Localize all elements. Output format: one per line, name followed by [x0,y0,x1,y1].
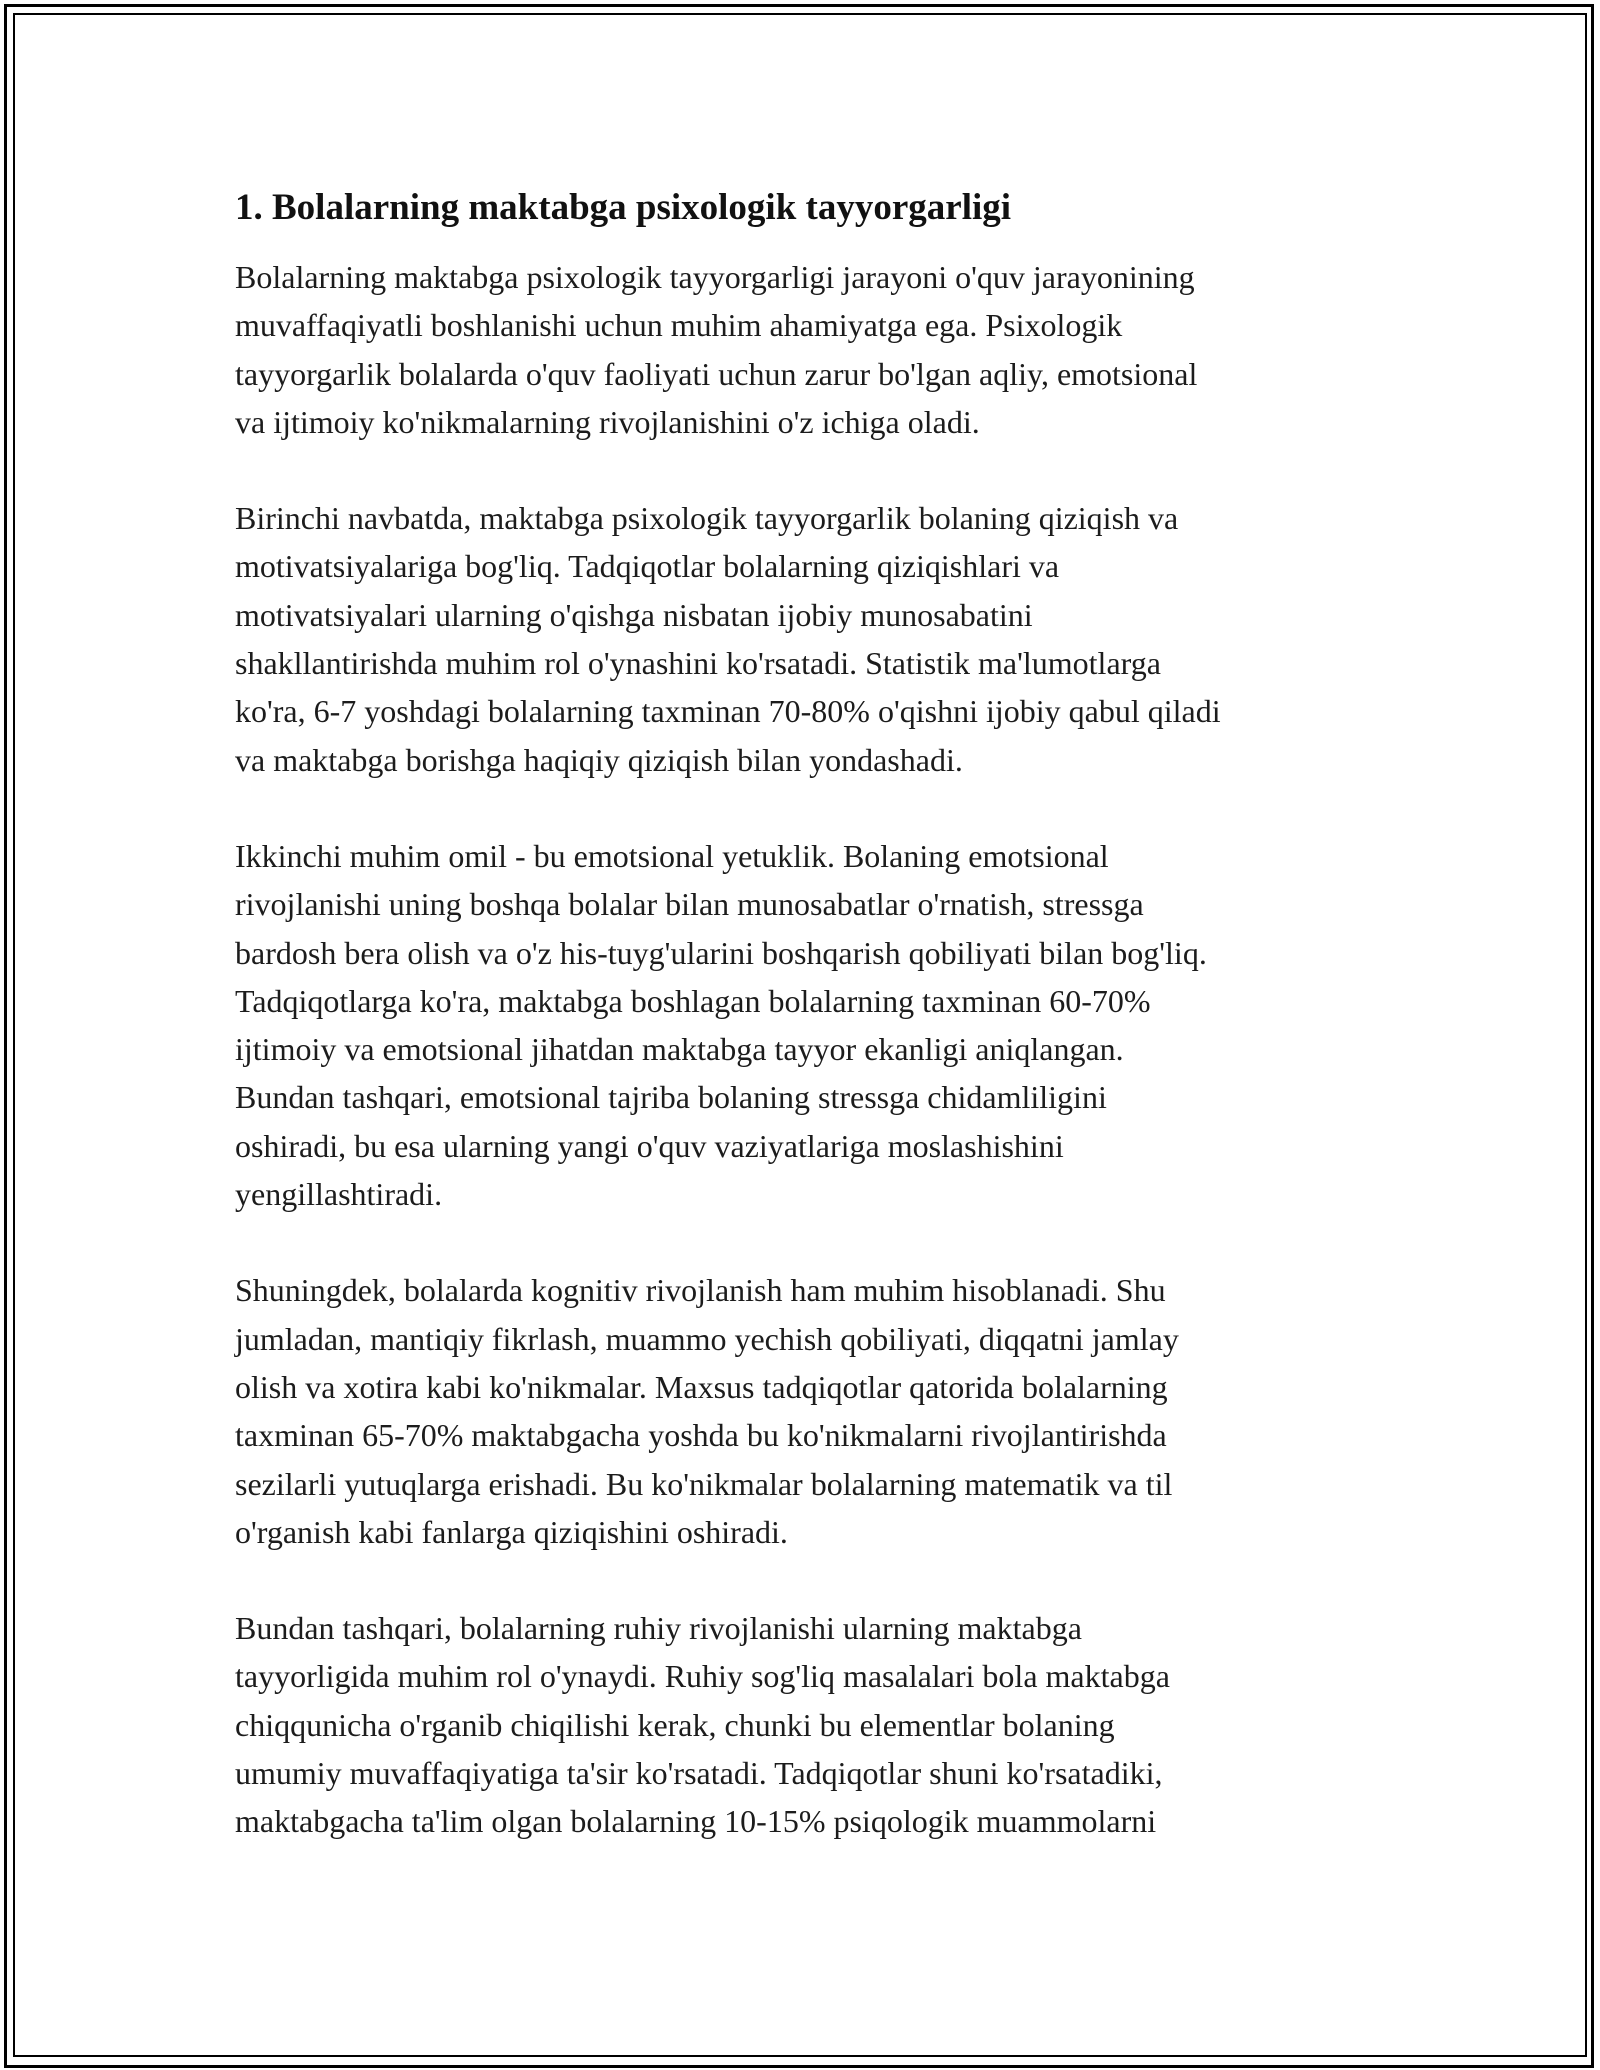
document-body [235,185,1395,1894]
paragraph-motivation: Birinchi navbatda, maktabga psixologik tayyorgarlik bolaning qiziqish va motivatsiyalariga bog'liq. Tadqiqotlar bolalarning qiziqishlari va motivatsiyalari ularning o'qishga nisbatan ijobiy munosabatini shakllantirishda muhim rol o'ynashini ko'rsatadi. Statistik ma'lumotlarga ko'ra, 6-7 yoshdagi bolalarning taxminan 70-80% o'qishni ijobiy qabul qiladi va maktabga borishga haqiqiy qiziqish bilan yondashadi. [235,500,1221,778]
paragraph-emotional-maturity: Ikkinchi muhim omil - bu emotsional yetuklik. Bolaning emotsional rivojlanishi uning boshqa bolalar bilan munosabatlar o'rnatish, stressga bardosh bera olish va o'z his-tuyg'ularini boshqarish qobiliyati bilan bog'liq. Tadqiqotlarga ko'ra, maktabga boshlagan bolalarning taxminan 60-70% ijtimoiy va emotsional jihatdan maktabga tayyor ekanligi aniqlangan. Bundan tashqari, emotsional tajriba bolaning stressga chidamliligini oshiradi, bu esa ularning yangi o'quv vaziyatlariga moslashishini yengillashtiradi. [235,837,1207,1213]
paragraph-mental-development: Bundan tashqari, bolalarning ruhiy rivojlanishi ularning maktabga tayyorligida muhim rol o'ynaydi. Ruhiy sog'liq masalalari bola maktabga chiqqunicha o'rganib chiqilishi kerak, chunki bu elementlar bolaning umumiy muvaffaqiyatiga ta'sir ko'rsatadi. Tadqiqotlar shuni ko'rsatadiki, maktabgacha ta'lim olgan bolalarning 10-15% psiqologik muammolarni [235,1610,1170,1840]
paragraph-cognitive-development: Shuningdek, bolalarda kognitiv rivojlanish ham muhim hisoblanadi. Shu jumladan, mantiqiy fikrlash, muammo yechish qobiliyati, diqqatni jamlay olish va xotira kabi ko'nikmalar. Maxsus tadqiqotlar qatorida bolalarning taxminan 65-70% maktabgacha yoshda bu ko'nikmalarni rivojlantirishda sezilarli yutuqlarga erishadi. Bu ko'nikmalar bolalarning matematik va til o'rganish kabi fanlarga qiziqishini oshiradi. [235,1272,1179,1550]
paragraph-intro: Bolalarning maktabga psixologik tayyorgarligi jarayoni o'quv jarayonining muvaffaqiyatli boshlanishi uchun muhim ahamiyatga ega. Psixologik tayyorgarlik bolalarda o'quv faoliyati uchun zarur bo'lgan aqliy, emotsional va ijtimoiy ko'nikmalarning rivojlanishini o'z ichiga oladi. [235,259,1198,440]
section-heading: 1. Bolalarning maktabga psixologik tayyorgarligi [235,187,1012,228]
